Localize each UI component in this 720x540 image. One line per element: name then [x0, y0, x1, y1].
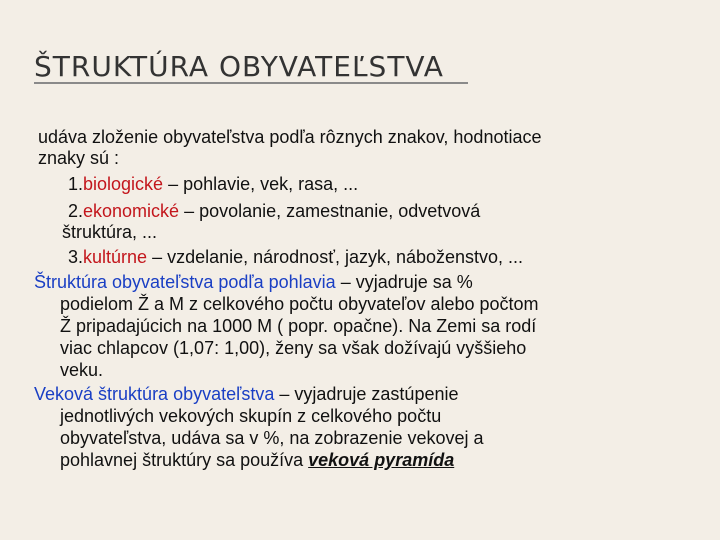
age-line-2: obyvateľstva, udáva sa v %, na zobrazenie vekovej a: [60, 428, 484, 448]
list-item-economic-cont: štruktúra, ...: [62, 222, 158, 242]
list-item-cultural: [68, 247, 523, 268]
intro-line-1: udáva zloženie obyvateľstva podľa rôznych znakov, hodnotiace: [38, 127, 542, 147]
item-term: biologické: [83, 174, 164, 194]
item-text: – pohlavie, vek, rasa, ...: [163, 174, 359, 194]
age-line-1: jednotlivých vekových skupín z celkového počtu: [60, 406, 442, 426]
age-pyramid-term: veková pyramída: [308, 450, 455, 470]
item-number: 1.: [68, 174, 84, 194]
age-term: Veková štruktúra obyvateľstva: [34, 384, 275, 404]
list-item-biological: [68, 174, 358, 195]
gender-line-4: veku.: [60, 360, 104, 380]
item-text: – vzdelanie, národnosť, jazyk, náboženstvo, ...: [147, 247, 524, 267]
gender-line-3: viac chlapcov (1,07: 1,00), ženy sa však dožívajú vyššieho: [60, 338, 527, 358]
gender-line-1: podielom Ž a M z celkového počtu obyvateľov alebo počtom: [60, 294, 539, 314]
item-number: 2.: [68, 201, 84, 221]
age-heading-line: [34, 384, 459, 405]
item-number: 3.: [68, 247, 84, 267]
age-text: – vyjadruje zastúpenie: [274, 384, 459, 404]
gender-line-2: Ž pripadajúcich na 1000 M ( popr. opačne). Na Zemi sa rodí: [60, 316, 537, 336]
slide-title: ŠTRUKTÚRA OBYVATEĽSTVA: [34, 50, 444, 83]
item-text: – povolanie, zamestnanie, odvetvová: [179, 201, 481, 221]
age-line-3-text: pohlavnej štruktúry sa používa: [60, 450, 309, 470]
item-term: ekonomické: [83, 201, 180, 221]
gender-heading-line: [34, 272, 473, 293]
list-item-economic: [68, 201, 480, 222]
age-line-3: [60, 450, 454, 471]
item-term: kultúrne: [83, 247, 148, 267]
intro-line-2: znaky sú :: [38, 148, 120, 168]
gender-text: – vyjadruje sa %: [335, 272, 473, 292]
gender-term: Štruktúra obyvateľstva podľa pohlavia: [34, 272, 336, 292]
